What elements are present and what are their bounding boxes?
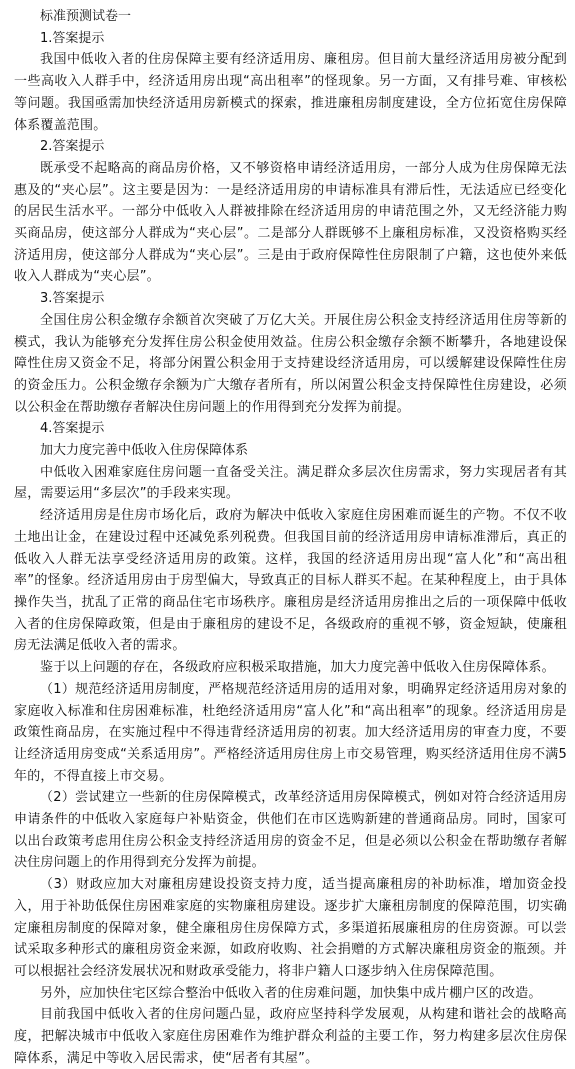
answer-4-paragraph-additional: 另外，应加快住宅区综合整治中低收入者的住房难问题，加快集中成片棚户区的改造。 [40, 985, 542, 1001]
answer-2 [14, 136, 567, 288]
answer-1-heading: 1.答案提示 [40, 30, 105, 46]
answer-2-heading: 2.答案提示 [40, 139, 105, 155]
answer-4 [14, 418, 567, 1069]
answer-4-paragraph-measure-2: （2）尝试建立一些新的住房保障模式，改革经济适用房保障模式，例如对符合经济适用房申请条件的中低收入家庭每户补贴资金，供他们在市区选购新建的普通商品房。同时，国家可以出台政策考虑用住房公积金支持经济适用房的资金不足，但是必须以公积金在帮助缴存者解决住房问题上的作用得到充分发挥为前提。 [14, 790, 567, 871]
doc-title: 标准预测试卷一 [40, 9, 132, 24]
answer-4-paragraph-problems: 经济适用房是住房市场化后，政府为解决中低收入家庭住房困难而诞生的产物。不仅不收土地出让金，在建设过程中还减免系列税费。但我国目前的经济适用房申请标准滞后，真正的低收入人群无法享受经济适用房的政策。这样，我国的经济适用房出现“富人化”和“高出租率”的怪象。经济适用房由于房型偏大，导致真正的目标人群买不起。在某种程度上，由于具体操作失当，扰乱了正常的商品住宅市场秩序。廉租房是经济适用房推出之后的一项保障中低收入者的住房保障政策，但是由于廉租房的建设不足，各级政府的重视不够，资金短缺，使廉租房无法满足低收入者的需求。 [14, 508, 567, 654]
answer-2-paragraph: 既承受不起略高的商品房价格，又不够资格申请经济适用房，一部分人成为住房保障无法惠及的“夹心层”。这主要是因为：一是经济适用房的申请标准具有滞后性，无法适应已经变化的居民生活水平。一部分中低收入人群被排除在经济适用房的申请范围之外，又无经济能力购买商品房，使这部分人群成为“夹心层”。二是部分人群既够不上廉租房标准，又没资格购买经济适用房，使这部分人群成为“夹心层”。三是由于政府保障性住房限制了户籍，这也使外来低收入人群成为“夹心层”。 [14, 160, 567, 285]
answer-4-paragraph-measure-1: （1）规范经济适用房制度，严格规范经济适用房的适用对象，明确界定经济适用房对象的家庭收入标准和住房困难标准，杜绝经济适用房“富人化”和“高出租率”的现象。经济适用房是政策性商品房，在实施过程中不得违背经济适用房的初衷。加大经济适用房的审查力度，不要让经济适用房变成“关系适用房”。严格经济适用房住房上市交易管理，购买经济适用住房不满5年的，不得直接上市交易。 [14, 681, 567, 784]
answer-3 [14, 288, 567, 418]
answer-4-paragraph-intro: 中低收入困难家庭住房问题一直备受关注。满足群众多层次住房需求，努力实现居者有其屋，需要运用“多层次”的手段来实现。 [14, 464, 567, 502]
answer-3-heading: 3.答案提示 [40, 291, 105, 307]
answer-4-section-title: 加大力度完善中低收入住房保障体系 [40, 443, 249, 459]
answer-1 [14, 28, 567, 137]
answer-4-paragraph-measure-3: （3）财政应加大对廉租房建设投资支持力度，适当提高廉租房的补助标准，增加资金投入，用于补助低保住房困难家庭的实物廉租房建设。逐步扩大廉租房制度的保障范围，切实确定廉租房制度的保障对象，健全廉租房住房保障方式，多渠道拓展廉租房的住房资源。可以尝试采取多种形式的廉租房资金来源，如政府收购、社会捐赠的方式解决廉租房资金的瓶颈。并可以根据社会经济发展状况和财政承受能力，将非户籍人口逐步纳入住房保障范围。 [14, 877, 567, 979]
answer-4-heading: 4.答案提示 [40, 421, 105, 437]
answer-4-paragraph-conclusion: 目前我国中低收入者的住房问题凸显，政府应坚持科学发展观，从构建和谐社会的战略高度，把解决城市中低收入家庭住房困难作为维护群众利益的主要工作，努力构建多层次住房保障体系，满足中等收入居民需求，使“居者有其屋”。 [14, 1007, 567, 1066]
answer-3-paragraph: 全国住房公积金缴存余额首次突破了万亿大关。开展住房公积金支持经济适用住房等新的模式，我认为能够充分发挥住房公积金使用效益。住房公积金缴存余额不断攀升，各地建设保障性住房又资金不足，将部分闲置公积金用于支持建设经济适用房，可以缓解建设保障性住房的资金压力。公积金缴存余额为广大缴存者所有，所以闲置公积金支持保障性住房建设，必须以公积金在帮助缴存者解决住房问题上的作用得到充分发挥为前提。 [14, 312, 567, 415]
answer-1-paragraph: 我国中低收入者的住房保障主要有经济适用房、廉租房。但目前大量经济适用房被分配到一些高收入人群手中，经济适用房出现“高出租率”的怪现象。另一方面，又有排号难、审核松等问题。我国亟需加快经济适用房新模式的探索，推进廉租房制度建设，全方位拓宽住房保障体系覆盖范围。 [14, 52, 567, 133]
answer-4-paragraph-measures-intro: 鉴于以上问题的存在，各级政府应积极采取措施，加大力度完善中低收入住房保障体系。 [40, 660, 555, 676]
